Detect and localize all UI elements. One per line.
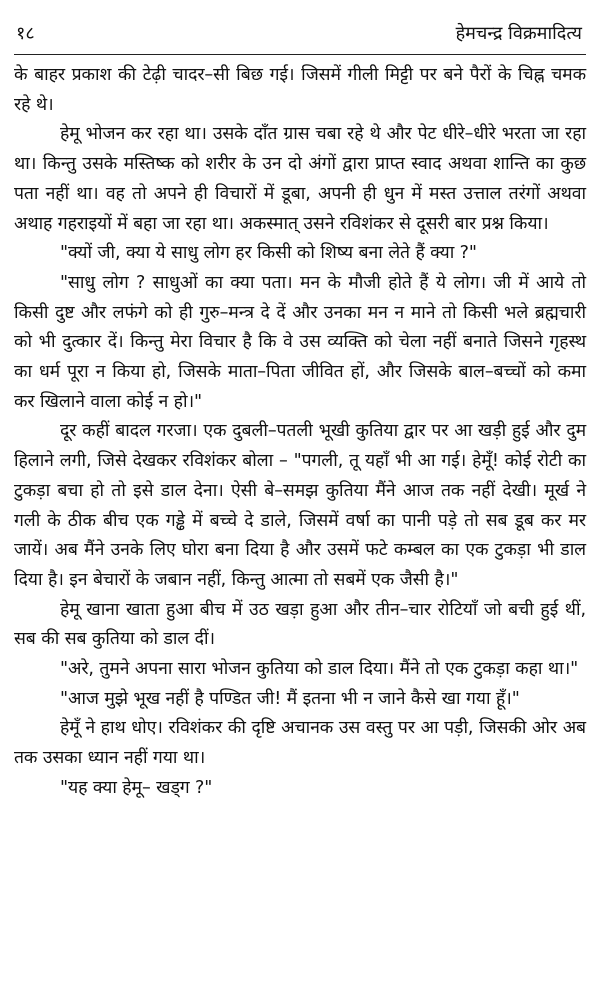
paragraph: हेमूँ ने हाथ धोए। रविशंकर की दृष्टि अचानक उस वस्तु पर आ पड़ी, जिसकी ओर अब तक उसका ध्यान नहीं गया था। (14, 718, 586, 769)
paragraph: के बाहर प्रकाश की टेढ़ी चादर–सी बिछ गई। जिसमें गीली मिट्टी पर बने पैरों के चिह्न चमक रहे थे। (14, 65, 586, 115)
paragraph: हेमू खाना खाता हुआ बीच में उठ खड़ा हुआ और तीन–चार रोटियाँ जो बची हुई थीं, सब की सब कुतिया को डाल दीं। (14, 599, 586, 650)
page-header (14, 22, 586, 52)
body-text (14, 61, 586, 804)
paragraph: "साधु लोग ? साधुओं का क्या पता। मन के मौजी होते हैं ये लोग। जी में आये तो किसी दुष्ट और लफंगे को ही गुरु–मन्त्र दे दें और उनका मन न माने तो किसी भले ब्रह्मचारी को भी दुत्कार दें। किन्तु मेरा विचार है कि वे उस व्यक्ति को चेला नहीं बनाते जिसने गृहस्थ का धर्म पूरा न किया हो, जिसके माता–पिता जीवित हों, और जिसके बाल–बच्चों को कमा कर खिलाने वाला कोई न हो।" (14, 272, 586, 412)
paragraph: दूर कहीं बादल गरजा। एक दुबली–पतली भूखी कुतिया द्वार पर आ खड़ी हुई और दुम हिलाने लगी, जिसे देखकर रविशंकर बोला – "पगली, तू यहाँ भी आ गई। हेमूँ! कोई रोटी का टुकड़ा बचा हो तो इसे डाल देना। ऐसी बे–समझ कुतिया मैंने आज तक नहीं देखी। मूर्ख ने गली के ठीक बीच एक गड्ढे में बच्चे दे डाले, जिसमें वर्षा का पानी पड़े तो सब डूब कर मर जायें। अब मैंने उनके लिए घोरा बना दिया है और उसमें फटे कम्बल का एक टुकड़ा भी डाल दिया है। इन बेचारों के जबान नहीं, किन्तु आत्मा तो सबमें एक जैसी है।" (14, 421, 586, 590)
running-title: हेमचन्द्र विक्रमादित्य (455, 23, 582, 44)
paragraph: "यह क्या हेमू– खड्ग ?" (60, 777, 213, 798)
header-divider (14, 54, 586, 55)
paragraph: "आज मुझे भूख नहीं है पण्डित जी! मैं इतना भी न जाने कैसे खा गया हूँ।" (60, 688, 520, 709)
page-number: १८ (16, 23, 35, 44)
paragraph: हेमू भोजन कर रहा था। उसके दाँत ग्रास चबा रहे थे और पेट धीरे–धीरे भरता जा रहा था। किन्तु उसके मस्तिष्क को शरीर के उन दो अंगों द्वारा प्राप्त स्वाद अथवा शान्ति का कुछ पता नहीं था। वह तो अपने ही विचारों में डूबा, अपनी ही धुन में मस्त उत्ताल तरंगों अथवा अथाह गहराइयों में बहा जा रहा था। अकस्मात् उसने रविशंकर से दूसरी बार प्रश्न किया। (14, 124, 586, 234)
paragraph: "क्यों जी, क्या ये साधु लोग हर किसी को शिष्य बना लेते हैं क्या ?" (60, 243, 477, 264)
paragraph: "अरे, तुमने अपना सारा भोजन कुतिया को डाल दिया। मैंने तो एक टुकड़ा कहा था।" (60, 659, 579, 680)
